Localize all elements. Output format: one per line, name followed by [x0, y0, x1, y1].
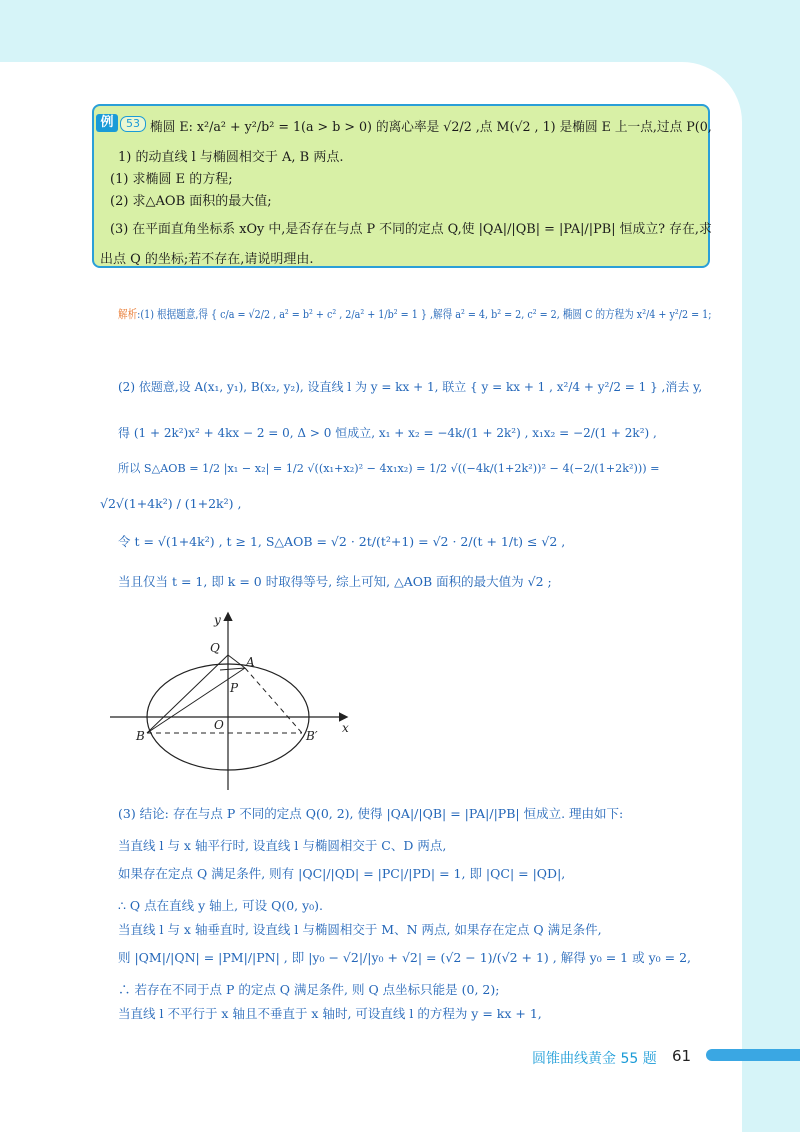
segment-ab-prime — [245, 668, 302, 733]
line-pa — [220, 668, 245, 670]
label-y: y — [214, 613, 221, 627]
solution-line-6: 令 t = √(1+4k²) , t ≥ 1, S△AOB = √2 · 2t/(t²+1) = √2 · 2/(t + 1/t) ≤ √2 , — [118, 534, 566, 549]
label-p: P — [230, 681, 239, 695]
example-badge-number: 53 — [120, 116, 146, 132]
solution-line-11: ∴ Q 点在直线 y 轴上, 可设 Q(0, y₀). — [118, 898, 324, 913]
solution-line-3: 得 (1 + 2k²)x² + 4kx − 2 = 0, Δ > 0 恒成立, x₁ + x₂ = −4k/(1 + 2k²) , x₁x₂ = −2/(1 + 2k²) , — [118, 426, 657, 440]
problem-line-6: 出点 Q 的坐标;若不存在,请说明理由. — [100, 252, 314, 267]
problem-line-1: 椭圆 E: x²/a² + y²/b² = 1(a > b > 0) 的离心率是 √2/2 ,点 M(√2 , 1) 是椭圆 E 上一点,过点 P(0, — [150, 120, 712, 135]
book-title: 圆锥曲线黄金 55 题 — [532, 1051, 657, 1067]
solution-line-14: ∴ 若存在不同于点 P 的定点 Q 满足条件, 则 Q 点坐标只能是 (0, 2); — [118, 982, 500, 997]
solution-line-1: 解析:(1) 根据题意,得 { c/a = √2/2 , a² = b² + c² , 2/a² + 1/b² = 1 } ,解得 a² = 4, b² = 2, c² = 2, 椭圆 C 的方程为 x²/4 + y²/2 = 1; — [118, 307, 712, 321]
solution-line-9: 当直线 l 与 x 轴平行时, 设直线 l 与椭圆相交于 C、D 两点, — [118, 838, 447, 853]
solution-line-15: 当直线 l 不平行于 x 轴且不垂直于 x 轴时, 可设直线 l 的方程为 y = kx + 1, — [118, 1006, 542, 1021]
example-badge-word: 例 — [96, 114, 118, 132]
problem-line-4: (2) 求△AOB 面积的最大值; — [110, 194, 272, 209]
label-b-prime: B′ — [306, 729, 318, 743]
solution-line-2: (2) 依题意,设 A(x₁, y₁), B(x₂, y₂), 设直线 l 为 y = kx + 1, 联立 { y = kx + 1 , x²/4 + y²/2 = 1 } ,消去 y, — [118, 380, 703, 394]
label-a: A — [246, 655, 255, 669]
label-o: O — [214, 718, 224, 732]
solution-line-8: (3) 结论: 存在与点 P 不同的定点 Q(0, 2), 使得 |QA|/|QB| = |PA|/|PB| 恒成立. 理由如下: — [118, 806, 624, 821]
solution-label: 解析 — [118, 307, 138, 321]
ellipse-figure — [110, 608, 370, 792]
problem-line-5: (3) 在平面直角坐标系 xOy 中,是否存在与点 P 不同的定点 Q,使 |QA|/|QB| = |PA|/|PB| 恒成立? 存在,求 — [110, 222, 712, 237]
footer-accent-bar — [706, 1049, 800, 1061]
solution-line-10: 如果存在定点 Q 满足条件, 则有 |QC|/|QD| = |PC|/|PD| = 1, 即 |QC| = |QD|, — [118, 866, 566, 881]
solution-line-13: 则 |QM|/|QN| = |PM|/|PN| , 即 |y₀ − √2|/|y₀ + √2| = (√2 − 1)/(√2 + 1) , 解得 y₀ = 1 或 y₀ = 2, — [118, 950, 691, 965]
solution-line-5: √2√(1+4k²) / (1+2k²) , — [100, 496, 242, 511]
solution-line-4: 所以 S△AOB = 1/2 |x₁ − x₂| = 1/2 √((x₁+x₂)² − 4x₁x₂) = 1/2 √((−4k/(1+2k²))² − 4(−2/(1+2k²))) = — [118, 462, 660, 475]
label-x: x — [342, 721, 349, 735]
solution-line-12: 当直线 l 与 x 轴垂直时, 设直线 l 与椭圆相交于 M、N 两点, 如果存在定点 Q 满足条件, — [118, 922, 602, 937]
problem-line-2: 1) 的动直线 l 与椭圆相交于 A, B 两点. — [118, 150, 344, 165]
page-number: 61 — [672, 1047, 692, 1065]
label-q: Q — [210, 641, 220, 655]
problem-line-3: (1) 求椭圆 E 的方程; — [110, 172, 233, 187]
label-b: B — [136, 729, 145, 743]
solution-line-7: 当且仅当 t = 1, 即 k = 0 时取得等号, 综上可知, △AOB 面积的最大值为 √2 ; — [118, 574, 552, 589]
segment-ba — [147, 668, 245, 733]
segment-qa — [228, 655, 245, 668]
